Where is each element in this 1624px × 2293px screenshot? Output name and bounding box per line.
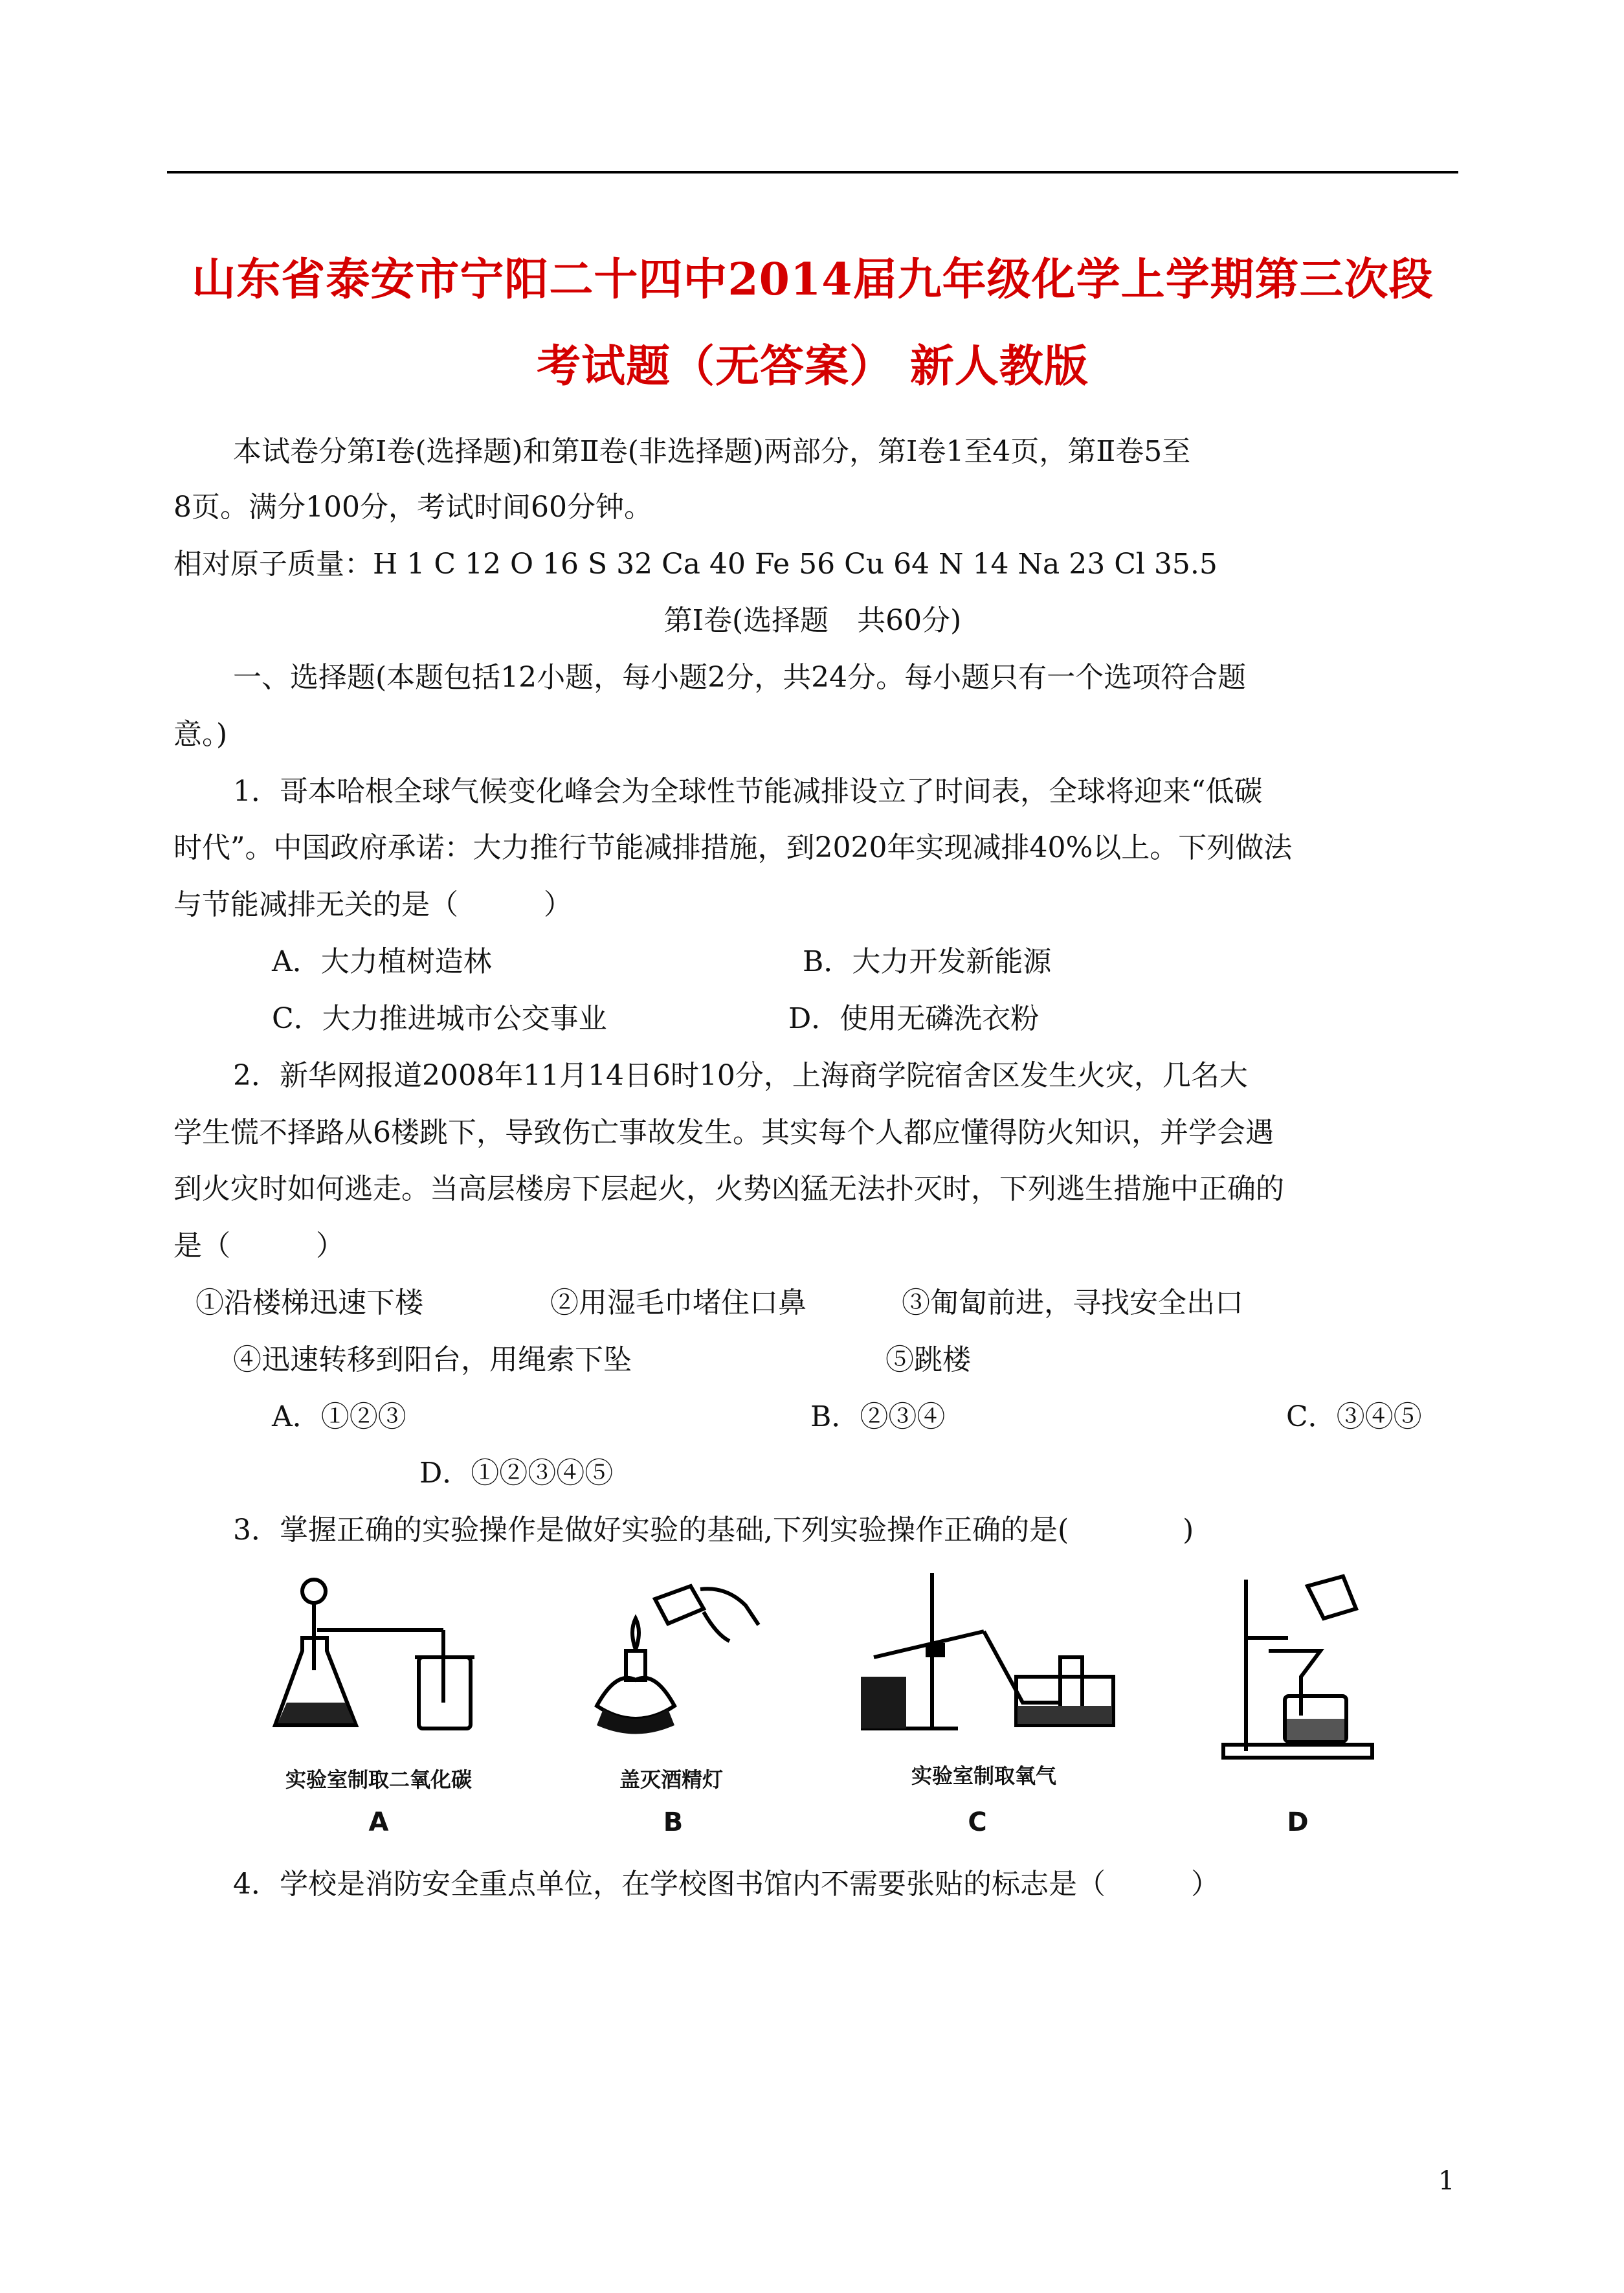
q3-line1: 3．掌握正确的实验操作是做好实验的基础,下列实验操作正确的是( ) bbox=[233, 1514, 1194, 1547]
apparatus-a-letter: A bbox=[368, 1807, 389, 1837]
part1-header: 第Ⅰ卷(选择题 共60分) bbox=[663, 604, 962, 637]
apparatus-a-image bbox=[269, 1573, 489, 1754]
q2-line1: 2．新华网报道2008年11月14日6时10分，上海商学院宿舍区发生火灾，几名大 bbox=[233, 1059, 1248, 1092]
q1-option-a: A．大力植树造林 bbox=[272, 945, 492, 978]
q2-line4: 是（ ） bbox=[173, 1229, 344, 1262]
apparatus-b-caption: 盖灭酒精灯 bbox=[619, 1767, 723, 1792]
apparatus-a-caption: 实验室制取二氧化碳 bbox=[285, 1767, 472, 1792]
q2-measure-4: ④迅速转移到阳台，用绳索下坠 bbox=[233, 1343, 632, 1376]
apparatus-b-image bbox=[577, 1573, 765, 1754]
q2-option-c: C．③④⑤ bbox=[1286, 1400, 1422, 1433]
exam-title-line2: 考试题（无答案） 新人教版 bbox=[537, 341, 1089, 392]
q1-line3: 与节能减排无关的是（ ） bbox=[173, 888, 572, 921]
atomic-masses: 相对原子质量：H 1 C 12 O 16 S 32 Ca 40 Fe 56 Cu 64 N 14 Na 23 Cl 35.5 bbox=[173, 548, 1218, 581]
apparatus-b-letter: B bbox=[663, 1807, 684, 1837]
q1-option-d: D．使用无磷洗衣粉 bbox=[788, 1002, 1040, 1035]
q4-line1: 4．学校是消防安全重点单位，在学校图书馆内不需要张贴的标志是（ ） bbox=[233, 1868, 1219, 1901]
q2-measure-2: ②用湿毛巾堵住口鼻 bbox=[550, 1286, 806, 1319]
page-number: 1 bbox=[1438, 2166, 1455, 2196]
q2-line2: 学生慌不择路从6楼跳下，导致伤亡事故发生。其实每个人都应懂得防火知识，并学会遇 bbox=[173, 1116, 1274, 1149]
q1-option-b: B．大力开发新能源 bbox=[803, 945, 1052, 978]
header-rule bbox=[167, 171, 1458, 173]
q2-option-d: D．①②③④⑤ bbox=[419, 1457, 614, 1490]
intro-line2: 8页。满分100分，考试时间60分钟。 bbox=[173, 491, 652, 524]
q2-line3: 到火灾时如何逃走。当高层楼房下层起火，火势凶猛无法扑灭时，下列逃生措施中正确的 bbox=[173, 1172, 1284, 1205]
q2-option-a: A．①②③ bbox=[272, 1400, 406, 1433]
q1-option-c: C．大力推进城市公交事业 bbox=[272, 1002, 607, 1035]
q2-measure-5: ⑤跳楼 bbox=[885, 1343, 971, 1376]
section1-line2: 意。) bbox=[173, 718, 228, 751]
apparatus-c-caption: 实验室制取氧气 bbox=[911, 1763, 1056, 1788]
intro-line1: 本试卷分第Ⅰ卷(选择题)和第Ⅱ卷(非选择题)两部分，第Ⅰ卷1至4页，第Ⅱ卷5至 bbox=[233, 435, 1191, 468]
q2-option-b: B．②③④ bbox=[810, 1400, 946, 1433]
apparatus-c-letter: C bbox=[968, 1807, 987, 1837]
apparatus-d-image bbox=[1210, 1573, 1385, 1767]
q2-measure-3: ③匍匐前进，寻找安全出口 bbox=[902, 1286, 1243, 1319]
q1-line1: 1．哥本哈根全球气候变化峰会为全球性节能减排设立了时间表，全球将迎来“低碳 bbox=[233, 775, 1263, 808]
q2-measure-1: ①沿楼梯迅速下楼 bbox=[195, 1286, 423, 1319]
q1-line2: 时代”。中国政府承诺：大力推行节能减排措施，到2020年实现减排40%以上。下列做法 bbox=[173, 831, 1293, 864]
apparatus-c-image bbox=[848, 1567, 1120, 1754]
exam-title-line1: 山东省泰安市宁阳二十四中2014届九年级化学上学期第三次段 bbox=[192, 254, 1434, 306]
apparatus-d-letter: D bbox=[1287, 1807, 1309, 1837]
section1-line1: 一、选择题(本题包括12小题，每小题2分，共24分。每小题只有一个选项符合题 bbox=[233, 661, 1247, 694]
